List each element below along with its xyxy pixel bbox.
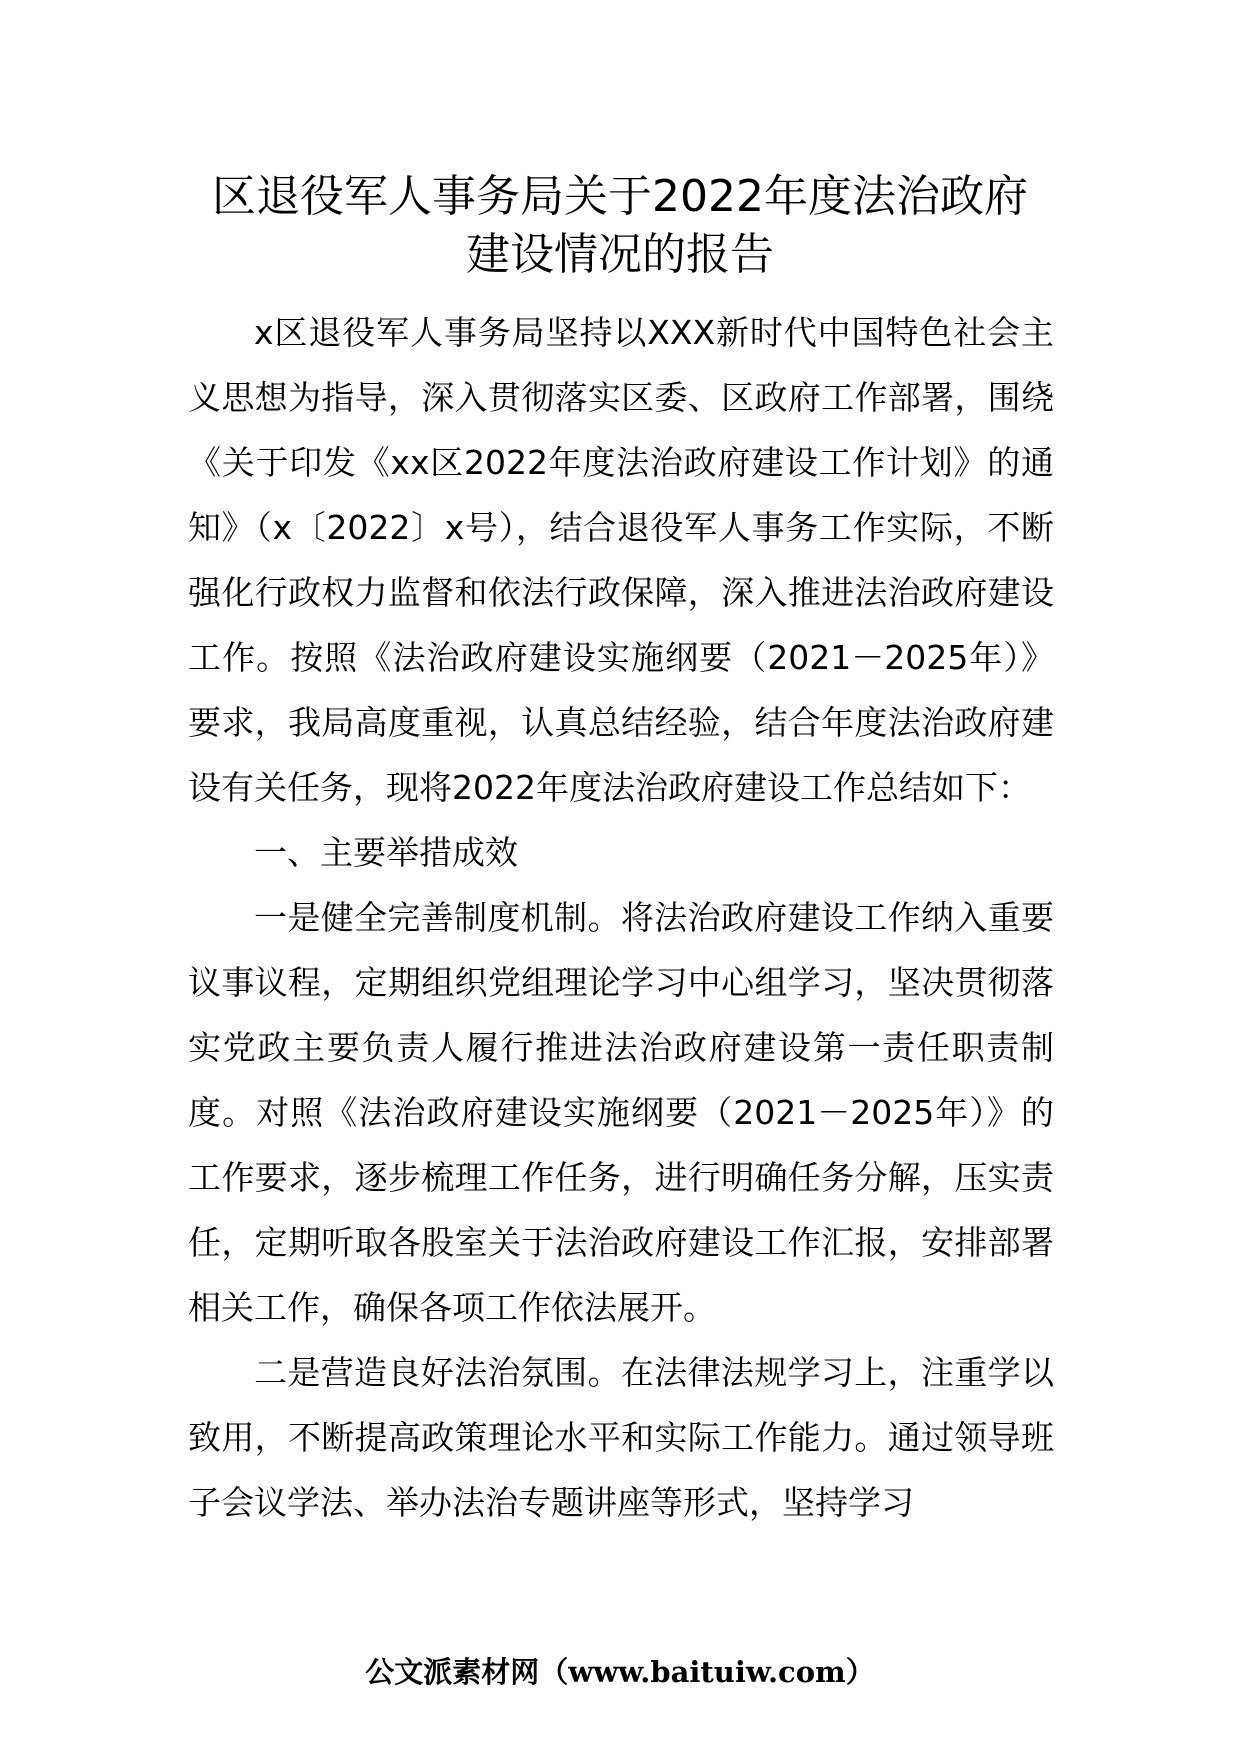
document-title — [150, 168, 1090, 284]
intro-paragraph: x区退役军人事务局坚持以XXX新时代中国特色社会主义思想为指导，深入贯彻落实区委、区政府工作部署，围绕《关于印发《xx区2022年度法治政府建设工作计划》的通知》（x〔2022〕x号），结合退役军人事务工作实际，不断强化行政权力监督和依法行政保障，深入推进法治政府建设工作。按照《法治政府建设实施纲要（2021－2025年）》要求，我局高度重视，认真总结经验，结合年度法治政府建设有关任务，现将2022年度法治政府建设工作总结如下： — [188, 313, 1054, 807]
body-paragraph: 二是营造良好法治氛围。在法律法规学习上，注重学以致用，不断提高政策理论水平和实际工作能力。通过领导班子会议学法、举办法治专题讲座等形式，坚持学习 — [188, 1353, 1054, 1522]
document-body — [188, 300, 1054, 1535]
body-paragraph: 一是健全完善制度机制。将法治政府建设工作纳入重要议事议程，定期组织党组理论学习中心组学习，坚决贯彻落实党政主要负责人履行推进法治政府建设第一责任职责制度。对照《法治政府建设实施纲要（2021－2025年）》的工作要求，逐步梳理工作任务，进行明确任务分解，压实责任，定期听取各股室关于法治政府建设工作汇报，安排部署相关工作，确保各项工作依法展开。 — [188, 898, 1054, 1327]
title-line-1: 区退役军人事务局关于2022年度法治政府 — [212, 171, 1028, 222]
section-heading: 一、主要举措成效 — [254, 833, 518, 872]
title-line-2: 建设情况的报告 — [466, 229, 774, 280]
footer-watermark: 公文派素材网（www.baituiw.com） — [365, 1655, 875, 1689]
